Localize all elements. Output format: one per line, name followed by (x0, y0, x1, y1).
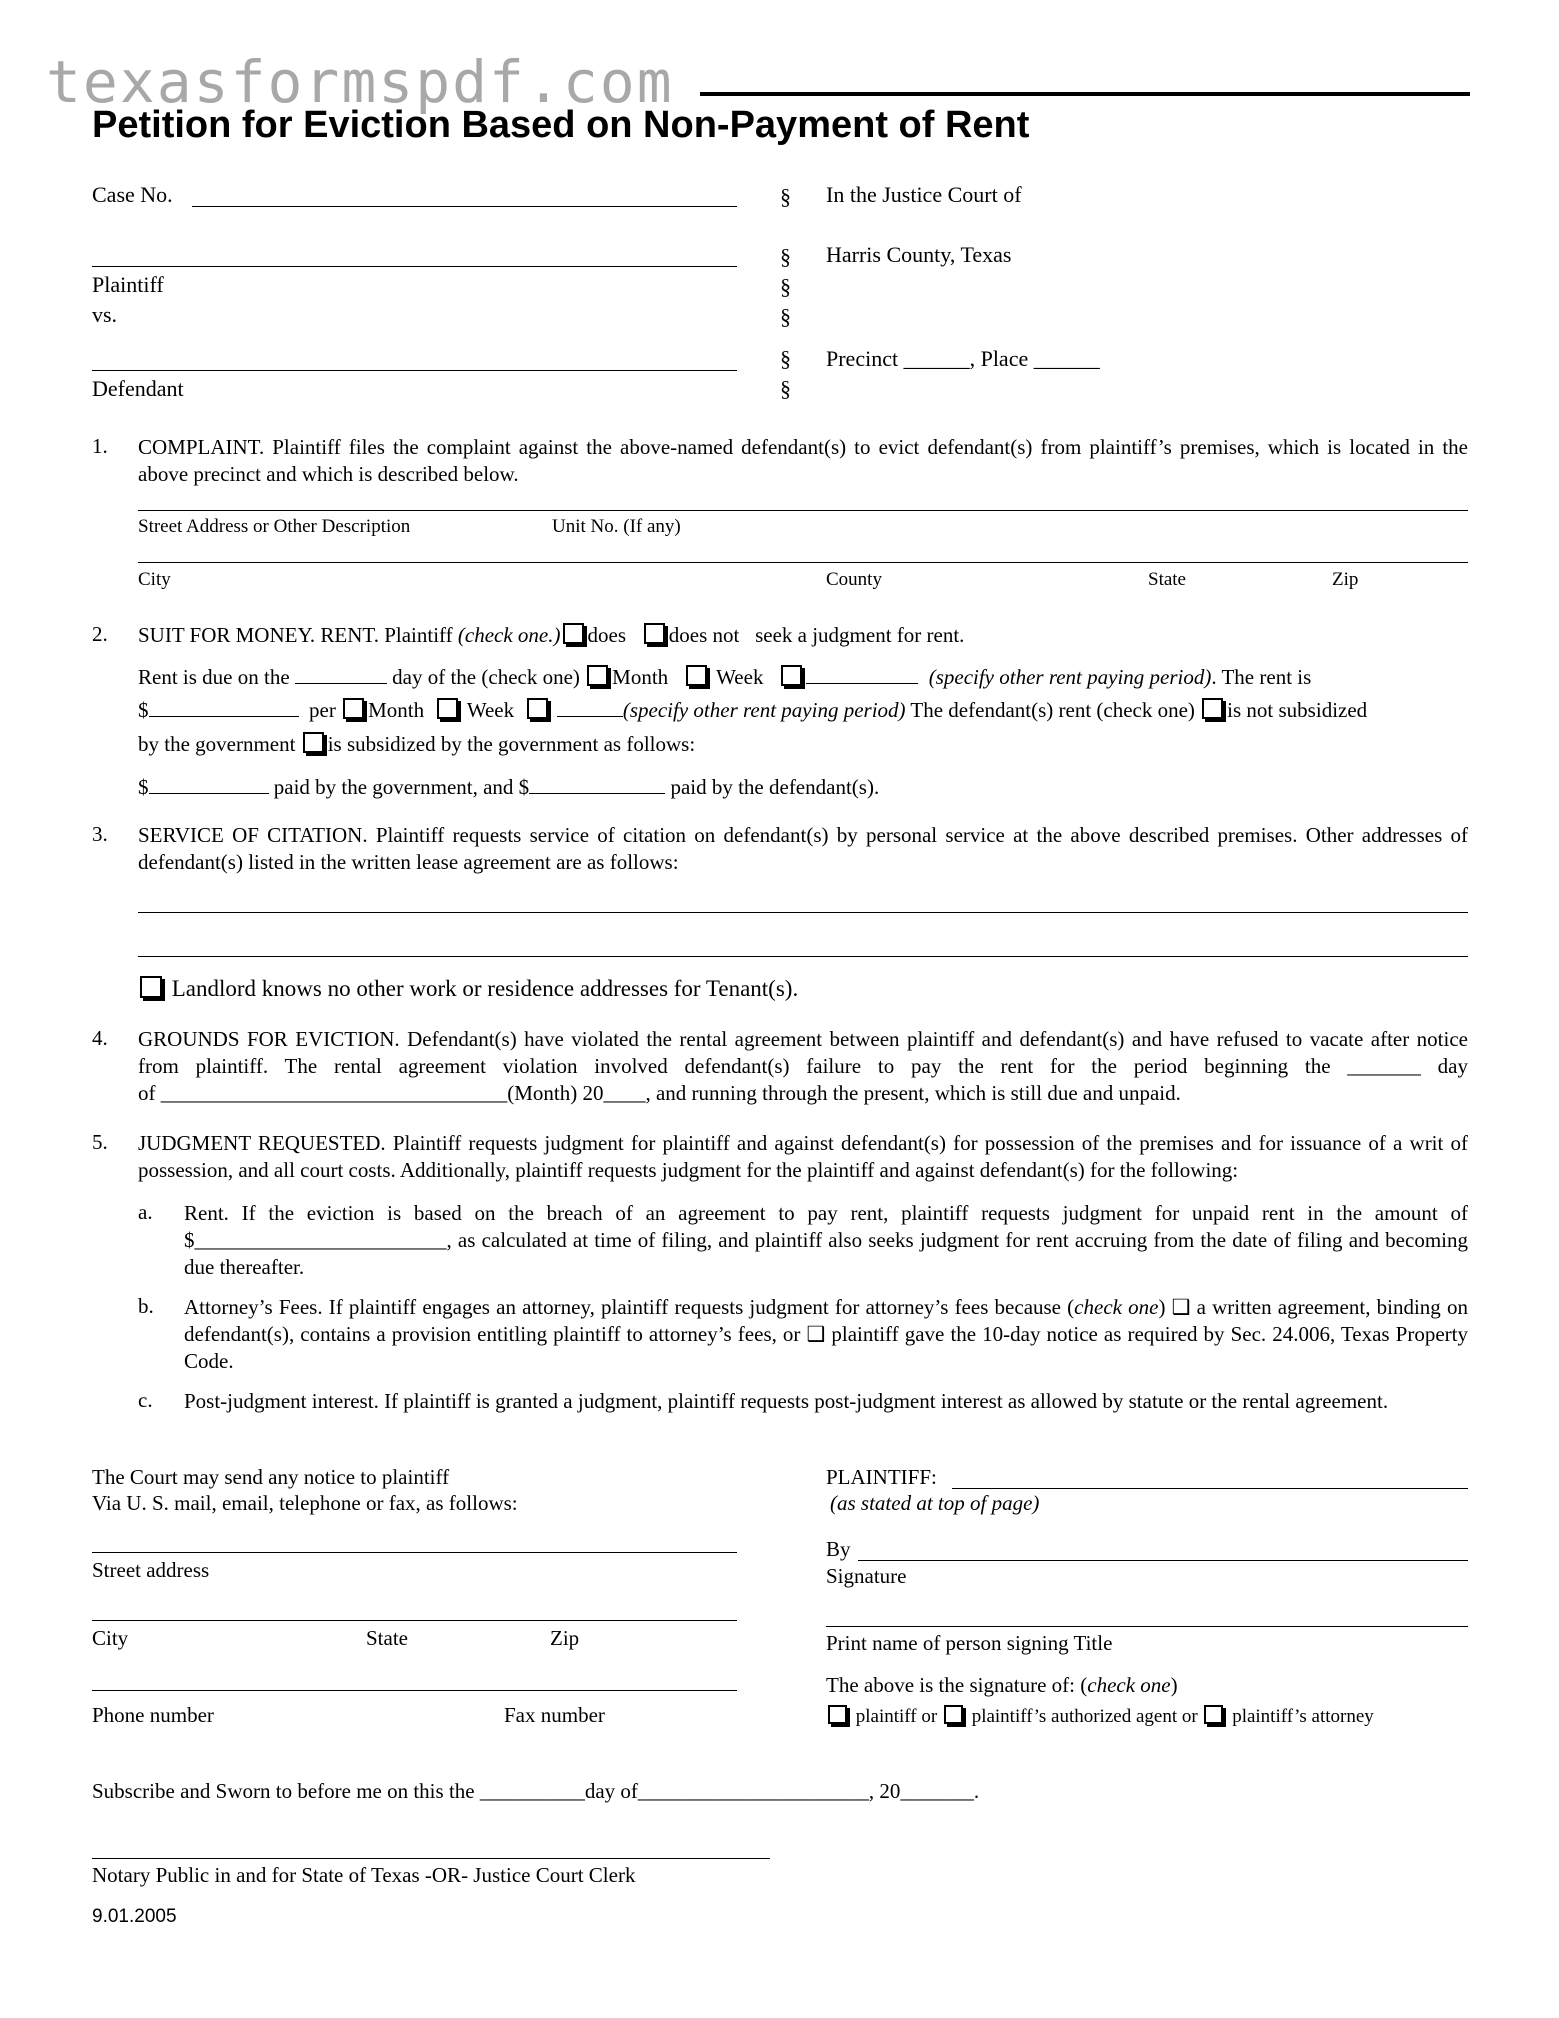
subsidy-line: by the government is subsidized by the government as follows: (138, 732, 696, 756)
not-subsidized-checkbox[interactable] (1202, 698, 1223, 719)
item-letter: c. (138, 1388, 153, 1412)
section-mark: § (780, 184, 791, 209)
item-letter: b. (138, 1294, 154, 1318)
grounds-period: of _________________________________(Month) 20____, and running through the present, which is still due and unpaid. (138, 1081, 1181, 1105)
plaintiff-label: Plaintiff (92, 272, 164, 297)
landlord-line: Landlord knows no other work or residence addresses for Tenant(s). (138, 976, 798, 1002)
due-week-checkbox[interactable] (686, 665, 707, 686)
section-mark: § (780, 346, 791, 371)
county-label: County (826, 569, 882, 590)
suit-for-money-line: SUIT FOR MONEY. RENT. Plaintiff (check one.) does does not seek a judgment for rent. (138, 623, 965, 647)
signer-plaintiff-checkbox[interactable] (828, 1705, 847, 1724)
plaintiff-name-field[interactable] (952, 1488, 1468, 1489)
by-label: By (826, 1537, 851, 1561)
other-address-field-2[interactable] (138, 956, 1468, 957)
other-address-field-1[interactable] (138, 912, 1468, 913)
notary-signature-field[interactable] (92, 1858, 770, 1859)
item-letter: a. (138, 1200, 153, 1224)
street-address-label: Street address (92, 1558, 210, 1582)
city-label: City (138, 569, 171, 590)
notice-street-field[interactable] (92, 1552, 737, 1553)
case-no-field[interactable] (192, 206, 737, 207)
signer-type-options: plaintiff or plaintiff’s authorized agent or plaintiff’s attorney (826, 1704, 1374, 1730)
premises-city-field[interactable] (138, 562, 1468, 563)
section-mark: § (780, 376, 791, 401)
notice-phone-field[interactable] (92, 1690, 737, 1691)
zip-label: Zip (1332, 569, 1359, 590)
form-version: 9.01.2005 (92, 1906, 177, 1927)
case-no-label: Case No. (92, 182, 173, 207)
complaint-text: COMPLAINT. Plaintiff files the complaint against the above-named defendant(s) to evict defendant(s) from plaintiff’s premises, which is located in the above precinct and which is described below. (138, 435, 1468, 486)
section-mark: § (780, 274, 791, 299)
rent-amount-line: $ per Month Week (specify other rent paying period) The defendant(s) rent (check one) is not subsidized (138, 698, 1368, 722)
section-number: 1. (92, 434, 108, 458)
signer-attorney-checkbox[interactable] (1204, 1705, 1223, 1724)
notice-text-1: The Court may send any notice to plaintiff (92, 1465, 450, 1489)
judgment-text: JUDGMENT REQUESTED. Plaintiff requests judgment for plaintiff and against defendant(s) for possession of the premises and for issuance of a writ of possession, and all court costs. Additionally, plaintiff requests judgment for the plaintiff and against defendant(s) for the following: (138, 1131, 1468, 1182)
per-month-checkbox[interactable] (343, 698, 364, 719)
notice-text-2: Via U. S. mail, email, telephone or fax, as follows: (92, 1491, 518, 1515)
print-name-label: Print name of person signing Title (826, 1631, 1113, 1655)
service-text: SERVICE OF CITATION. Plaintiff requests service of citation on defendant(s) by personal service at the above described premises. Other addresses of defendant(s) listed in the written lease agreement are as follows: (138, 823, 1468, 874)
court-county: Harris County, Texas (826, 242, 1012, 267)
rent-judgment-text: Rent. If the eviction is based on the breach of an agreement to pay rent, plaintiff requests judgment for unpaid rent in the amount of $________________________, as calculated at time of filing, and plaintiff also seeks judgment for rent accruing from the date of filing and becoming due thereafter. (184, 1201, 1468, 1279)
notary-label: Notary Public in and for State of Texas -OR- Justice Court Clerk (92, 1863, 636, 1887)
sworn-statement: Subscribe and Sworn to before me on this the __________day of______________________, 20_______. (92, 1779, 980, 1803)
vs-label: vs. (92, 302, 118, 327)
precinct-place: Precinct ______, Place ______ (826, 346, 1100, 371)
as-stated-note: (as stated at top of page) (830, 1491, 1040, 1515)
landlord-checkbox[interactable] (140, 976, 162, 998)
gov-amount-field[interactable] (149, 775, 269, 794)
zip-label: Zip (550, 1626, 580, 1650)
state-label: State (366, 1626, 408, 1650)
section-number: 4. (92, 1026, 108, 1050)
grounds-text: GROUNDS FOR EVICTION. Defendant(s) have violated the rental agreement between plaintiff and defendant(s) and have refused to vacate after notice from plaintiff. The rental agreement violation involved defendant(s) failure to pay the rent for the period beginning the _______ day (138, 1027, 1468, 1078)
phone-label: Phone number (92, 1703, 214, 1727)
section-mark: § (780, 244, 791, 269)
section-number: 3. (92, 822, 108, 846)
defendant-label: Defendant (92, 376, 184, 401)
does-checkbox[interactable] (563, 623, 584, 644)
notice-city-field[interactable] (92, 1620, 737, 1621)
due-other-checkbox[interactable] (781, 665, 802, 686)
section-mark: § (780, 304, 791, 329)
city-label: City (92, 1626, 129, 1650)
unit-label: Unit No. (If any) (552, 516, 681, 537)
state-label: State (1148, 569, 1186, 590)
per-other-checkbox[interactable] (527, 698, 548, 719)
due-month-checkbox[interactable] (587, 665, 608, 686)
page-title: Petition for Eviction Based on Non-Payment of Rent (92, 104, 1030, 146)
signature-label: Signature (826, 1564, 907, 1588)
per-other-field[interactable] (557, 698, 623, 717)
fax-label: Fax number (504, 1703, 605, 1727)
rent-due-day-field[interactable] (295, 665, 387, 684)
post-judgment-text: Post-judgment interest. If plaintiff is granted a judgment, plaintiff requests post-judgment interest as allowed by statute or the rental agreement. (184, 1389, 1389, 1413)
section-number: 5. (92, 1130, 108, 1154)
signer-agent-checkbox[interactable] (944, 1705, 963, 1724)
court-name: In the Justice Court of (826, 182, 1022, 207)
print-name-field[interactable] (826, 1626, 1468, 1627)
due-other-field[interactable] (806, 665, 918, 684)
rent-due-line: Rent is due on the day of the (check one) Month Week (specify other rent paying period). The rent is (138, 665, 1312, 689)
does-not-checkbox[interactable] (644, 623, 665, 644)
watermark: texasformspdf.com (46, 48, 674, 116)
attorney-fees-text: Attorney’s Fees. If plaintiff engages an attorney, plaintiff requests judgment for attorney’s fees because (check one) ❑ a written agreement, binding on defendant(s), contains a provision entitling plaintiff to attorney’s fees, or ❑ plaintiff gave the 10-day notice as required by Sec. 24.006, Texas Property Code. (184, 1295, 1468, 1373)
street-label: Street Address or Other Description (138, 516, 411, 537)
per-week-checkbox[interactable] (437, 698, 458, 719)
defendant-amount-field[interactable] (529, 775, 665, 794)
header-rule (700, 92, 1470, 96)
plaintiff-field[interactable] (92, 266, 737, 267)
is-subsidized-checkbox[interactable] (303, 732, 324, 753)
defendant-field[interactable] (92, 370, 737, 371)
rent-amount-field[interactable] (149, 698, 299, 717)
section-number: 2. (92, 622, 108, 646)
plaintiff-sign-label: PLAINTIFF: (826, 1465, 937, 1489)
signature-field[interactable] (858, 1560, 1468, 1561)
signature-of-label: The above is the signature of: (check one) (826, 1673, 1178, 1697)
premises-address-field[interactable] (138, 510, 1468, 511)
subsidy-amounts-line: $ paid by the government, and $ paid by the defendant(s). (138, 775, 880, 799)
